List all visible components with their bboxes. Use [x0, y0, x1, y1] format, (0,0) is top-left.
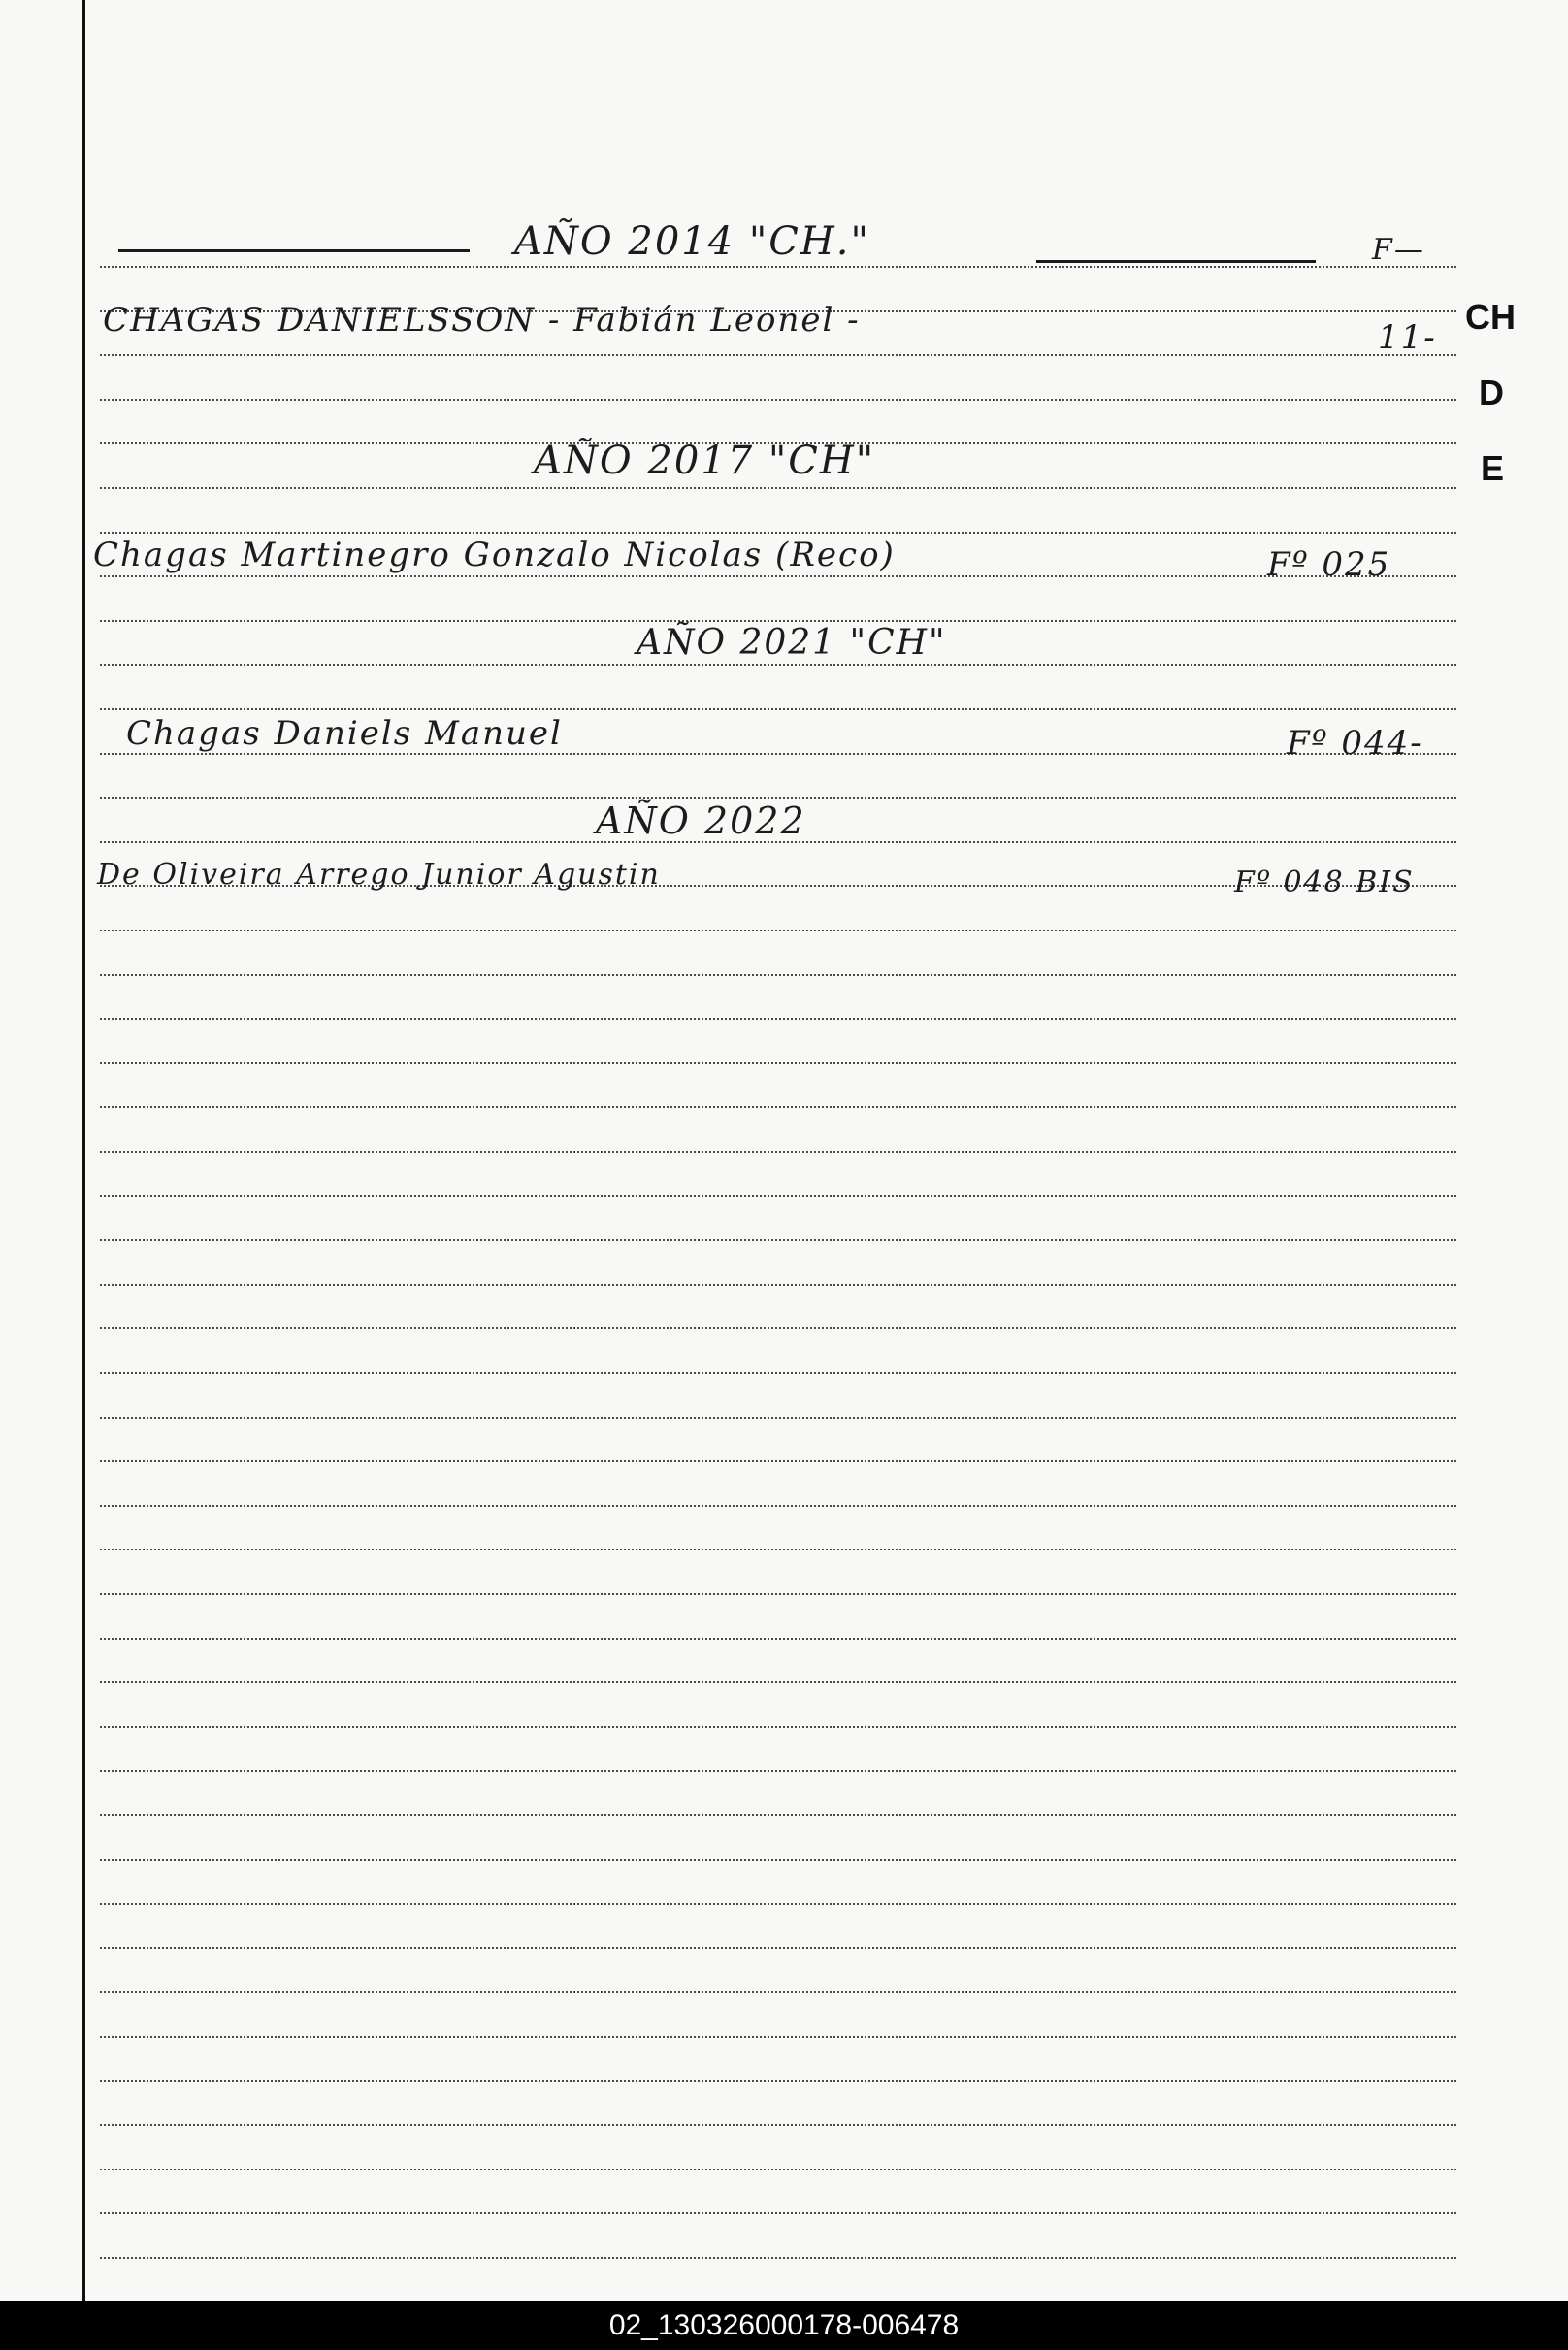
entry-folio: Fº 048 BIS — [1234, 865, 1415, 899]
ruled-line — [100, 1327, 1456, 1329]
entry-folio: 11- — [1378, 318, 1437, 357]
ruled-line — [100, 1991, 1456, 1993]
ruled-line — [100, 575, 1456, 577]
ruled-line — [100, 399, 1456, 401]
margin-line — [82, 0, 85, 2301]
heading-2021: AÑO 2021 "CH" — [637, 623, 947, 663]
entry-name: De Oliveira Arrego Junior Agustin — [97, 858, 661, 892]
ruled-line — [100, 1681, 1456, 1683]
entry-name: Chagas Martinegro Gonzalo Nicolas (Reco) — [93, 536, 896, 574]
ruled-line — [100, 266, 1456, 268]
ruled-line — [100, 1505, 1456, 1507]
ruled-line — [100, 1195, 1456, 1197]
ruled-line — [100, 753, 1456, 755]
ruled-line — [100, 1062, 1456, 1064]
ruled-line — [100, 974, 1456, 976]
ruled-line — [100, 2080, 1456, 2082]
ruled-line — [100, 1814, 1456, 1816]
ruled-line — [100, 1151, 1456, 1153]
ruled-line — [100, 1018, 1456, 1020]
ruled-line — [100, 1239, 1456, 1241]
heading-2017: AÑO 2017 "CH" — [534, 439, 876, 483]
ruled-line — [100, 1372, 1456, 1374]
ruled-line — [100, 930, 1456, 931]
ruled-line — [100, 1770, 1456, 1772]
heading-2014: AÑO 2014 "CH." — [514, 219, 870, 264]
ruled-line — [100, 1859, 1456, 1861]
ruled-line — [100, 797, 1456, 799]
ruled-line — [100, 1638, 1456, 1640]
ruled-line — [100, 620, 1456, 622]
ruled-line — [100, 487, 1456, 489]
entry-name: CHAGAS DANIELSSON - Fabián Leonel - — [103, 301, 861, 340]
ruled-line — [100, 1903, 1456, 1905]
entry-name: Chagas Daniels Manuel — [126, 714, 563, 753]
entry-folio: Fº 025 — [1267, 545, 1391, 584]
ruled-line — [100, 2036, 1456, 2038]
index-tab-e[interactable]: E — [1481, 448, 1505, 488]
ruled-line — [100, 1593, 1456, 1595]
ruled-line — [100, 532, 1456, 534]
document-id-footer: 02_130326000178-006478 — [0, 2301, 1568, 2350]
ruled-line — [100, 354, 1456, 356]
entry-folio: Fº 044- — [1287, 724, 1423, 763]
heading-rule-left — [118, 249, 470, 252]
index-tab-d[interactable]: D — [1479, 373, 1504, 412]
ruled-line — [100, 1417, 1456, 1419]
ruled-line — [100, 2212, 1456, 2214]
ruled-line — [100, 1106, 1456, 1108]
ruled-line — [100, 1284, 1456, 1286]
ruled-line — [100, 2257, 1456, 2259]
ruled-line — [100, 664, 1456, 666]
heading-2022: AÑO 2022 — [596, 800, 806, 842]
ruled-line — [100, 708, 1456, 710]
ruled-line — [100, 2124, 1456, 2126]
ruled-line — [100, 1726, 1456, 1728]
ruled-line — [100, 1549, 1456, 1550]
ruled-line — [100, 1460, 1456, 1462]
index-tab-ch[interactable]: CH — [1465, 297, 1516, 337]
folio-column-mark: F— — [1372, 233, 1425, 267]
ruled-line — [100, 2169, 1456, 2170]
ruled-line — [100, 1947, 1456, 1949]
heading-rule-right — [1036, 260, 1316, 263]
